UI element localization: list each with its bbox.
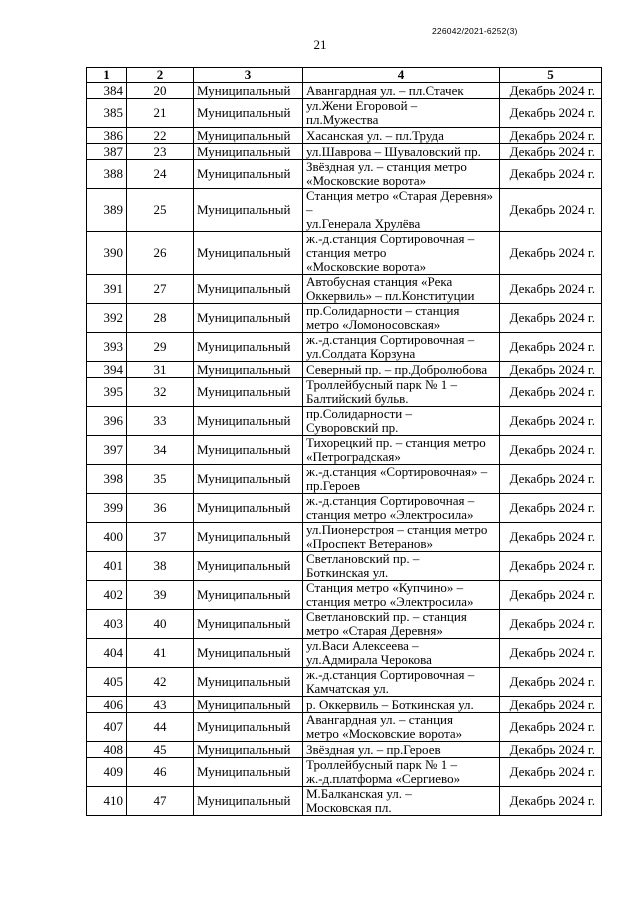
route-description [303,99,500,128]
completion-date: Декабрь 2024 г. [500,523,602,552]
route-line: «Петроградская» [306,449,401,464]
route-description [303,610,500,639]
route-index: 33 [127,407,194,436]
table-row [87,378,602,407]
table-header-row [87,68,602,83]
route-line: ж.-д.станция Сортировочная – [306,667,475,682]
route-description [303,128,500,144]
row-number: 385 [87,99,127,128]
route-type: Муниципальный [194,610,303,639]
table-row [87,407,602,436]
route-line: станция метро «Электросила» [306,594,474,609]
route-line: ул.Васи Алексеева – [306,638,419,653]
route-index: 25 [127,189,194,232]
route-description [303,189,500,232]
route-line: Авангардная ул. – пл.Стачек [306,82,464,98]
route-description [303,742,500,758]
route-index: 45 [127,742,194,758]
route-line: Оккервиль» – пл.Конституции [306,288,475,303]
route-line: «Московские ворота» [306,173,427,188]
row-number: 388 [87,160,127,189]
table-row [87,232,602,275]
completion-date: Декабрь 2024 г. [500,610,602,639]
route-line: ж.-д.станция Сортировочная – [306,231,475,246]
row-number: 402 [87,581,127,610]
route-line: Автобусная станция «Река [306,274,453,289]
route-index: 21 [127,99,194,128]
route-type: Муниципальный [194,639,303,668]
route-line: ул.Жени Егоровой – [306,98,418,113]
row-number: 389 [87,189,127,232]
completion-date: Декабрь 2024 г. [500,333,602,362]
route-type: Муниципальный [194,581,303,610]
completion-date: Декабрь 2024 г. [500,99,602,128]
completion-date: Декабрь 2024 г. [500,581,602,610]
completion-date: Декабрь 2024 г. [500,552,602,581]
page-number: 21 [313,37,327,52]
completion-date: Декабрь 2024 г. [500,304,602,333]
route-description [303,160,500,189]
route-index: 36 [127,494,194,523]
route-line: «Московские ворота» [306,259,427,274]
route-type: Муниципальный [194,742,303,758]
route-line: пр.Героев [306,478,361,493]
completion-date: Декабрь 2024 г. [500,436,602,465]
route-description [303,787,500,816]
table-row [87,581,602,610]
table-row [87,144,602,160]
route-line: Светлановский пр. – [306,551,420,566]
table-row [87,787,602,816]
route-description [303,697,500,713]
route-type: Муниципальный [194,304,303,333]
route-description [303,494,500,523]
route-type: Муниципальный [194,189,303,232]
row-number: 398 [87,465,127,494]
route-index: 37 [127,523,194,552]
table-row [87,465,602,494]
route-line: метро «Ломоносовская» [306,317,441,332]
route-line: Балтийский бульв. [306,391,409,406]
route-line: Камчатская ул. [306,681,389,696]
completion-date: Декабрь 2024 г. [500,758,602,787]
route-line: Троллейбусный парк № 1 – [306,757,457,772]
row-number: 394 [87,362,127,378]
route-index: 47 [127,787,194,816]
route-line: пр.Солидарности – станция [306,303,460,318]
table-row [87,668,602,697]
route-description [303,407,500,436]
row-number: 397 [87,436,127,465]
route-description [303,83,500,99]
row-number: 390 [87,232,127,275]
row-number: 406 [87,697,127,713]
route-description [303,304,500,333]
row-number: 405 [87,668,127,697]
route-line: ул.Шаврова – Шуваловский пр. [306,143,481,159]
route-line: ж.-д.платформа «Сергиево» [306,771,461,786]
completion-date: Декабрь 2024 г. [500,232,602,275]
route-index: 43 [127,697,194,713]
row-number: 387 [87,144,127,160]
route-type: Муниципальный [194,83,303,99]
completion-date: Декабрь 2024 г. [500,639,602,668]
route-line: ул.Пионерстроя – станция метро [306,522,488,537]
completion-date: Декабрь 2024 г. [500,275,602,304]
completion-date: Декабрь 2024 г. [500,144,602,160]
completion-date: Декабрь 2024 г. [500,787,602,816]
route-line: М.Балканская ул. – [306,786,412,801]
route-type: Муниципальный [194,552,303,581]
route-description [303,581,500,610]
table-row [87,758,602,787]
route-line: Тихорецкий пр. – станция метро [306,435,486,450]
table-row [87,362,602,378]
route-line: Хасанская ул. – пл.Труда [306,127,444,143]
route-line: Звёздная ул. – пр.Героев [306,741,441,757]
table-row [87,304,602,333]
route-type: Муниципальный [194,465,303,494]
route-line: пр.Солидарности – [306,406,412,421]
route-type: Муниципальный [194,362,303,378]
route-line: метро «Старая Деревня» [306,623,443,638]
row-number: 404 [87,639,127,668]
row-number: 410 [87,787,127,816]
route-index: 29 [127,333,194,362]
route-line: пл.Мужества [306,112,379,127]
route-index: 35 [127,465,194,494]
table-row [87,713,602,742]
route-index: 22 [127,128,194,144]
route-type: Муниципальный [194,128,303,144]
route-line: Северный пр. – пр.Добролюбова [306,361,488,377]
route-line: Боткинская ул. [306,565,389,580]
row-number: 393 [87,333,127,362]
route-index: 34 [127,436,194,465]
route-description [303,333,500,362]
table-row [87,128,602,144]
route-line: Авангардная ул. – станция [306,712,453,727]
route-type: Муниципальный [194,144,303,160]
completion-date: Декабрь 2024 г. [500,189,602,232]
routes-table [86,67,602,816]
route-index: 27 [127,275,194,304]
route-description [303,639,500,668]
route-description [303,523,500,552]
column-header-1: 1 [87,68,127,83]
route-index: 44 [127,713,194,742]
completion-date: Декабрь 2024 г. [500,713,602,742]
table-row [87,160,602,189]
route-index: 31 [127,362,194,378]
route-description [303,713,500,742]
route-type: Муниципальный [194,668,303,697]
table-row [87,333,602,362]
route-index: 46 [127,758,194,787]
document-id: 226042/2021-6252(3) [432,26,518,36]
table-row [87,494,602,523]
route-line: Троллейбусный парк № 1 – [306,377,457,392]
route-line: ж.-д.станция Сортировочная – [306,332,475,347]
table-row [87,552,602,581]
row-number: 386 [87,128,127,144]
row-number: 395 [87,378,127,407]
completion-date: Декабрь 2024 г. [500,128,602,144]
route-line: ж.-д.станция «Сортировочная» – [306,464,488,479]
route-index: 41 [127,639,194,668]
row-number: 392 [87,304,127,333]
route-line: р. Оккервиль – Боткинская ул. [306,696,474,712]
route-line: Светлановский пр. – станция [306,609,467,624]
route-description [303,758,500,787]
route-index: 26 [127,232,194,275]
table-row [87,639,602,668]
route-type: Муниципальный [194,160,303,189]
route-index: 39 [127,581,194,610]
table-row [87,610,602,639]
table-row [87,436,602,465]
completion-date: Декабрь 2024 г. [500,160,602,189]
table-row [87,83,602,99]
table-row [87,189,602,232]
completion-date: Декабрь 2024 г. [500,465,602,494]
route-description [303,668,500,697]
row-number: 409 [87,758,127,787]
route-index: 38 [127,552,194,581]
route-line: Станция метро «Купчино» – [306,580,464,595]
completion-date: Декабрь 2024 г. [500,668,602,697]
row-number: 403 [87,610,127,639]
route-index: 40 [127,610,194,639]
table-row [87,697,602,713]
table-row [87,99,602,128]
row-number: 400 [87,523,127,552]
route-line: Станция метро «Старая Деревня» – [306,188,494,217]
row-number: 384 [87,83,127,99]
column-header-2: 2 [127,68,194,83]
route-description [303,232,500,275]
row-number: 407 [87,713,127,742]
column-header-3: 3 [194,68,303,83]
route-type: Муниципальный [194,99,303,128]
route-description [303,436,500,465]
completion-date: Декабрь 2024 г. [500,378,602,407]
route-line: станция метро [306,245,387,260]
route-description [303,275,500,304]
route-description [303,362,500,378]
route-index: 23 [127,144,194,160]
column-header-4: 4 [303,68,500,83]
route-type: Муниципальный [194,232,303,275]
table-row [87,275,602,304]
completion-date: Декабрь 2024 г. [500,742,602,758]
route-type: Муниципальный [194,378,303,407]
route-type: Муниципальный [194,758,303,787]
column-header-5: 5 [500,68,602,83]
route-index: 20 [127,83,194,99]
route-type: Муниципальный [194,787,303,816]
route-index: 28 [127,304,194,333]
route-type: Муниципальный [194,333,303,362]
route-description [303,144,500,160]
completion-date: Декабрь 2024 г. [500,83,602,99]
route-index: 32 [127,378,194,407]
route-type: Муниципальный [194,275,303,304]
route-line: станция метро «Электросила» [306,507,474,522]
route-line: ул.Генерала Хрулёва [306,216,421,231]
route-line: «Проспект Ветеранов» [306,536,434,551]
route-line: ж.-д.станция Сортировочная – [306,493,475,508]
completion-date: Декабрь 2024 г. [500,407,602,436]
row-number: 396 [87,407,127,436]
route-description [303,465,500,494]
route-line: Суворовский пр. [306,420,399,435]
route-index: 24 [127,160,194,189]
route-index: 42 [127,668,194,697]
completion-date: Декабрь 2024 г. [500,697,602,713]
table-row [87,742,602,758]
completion-date: Декабрь 2024 г. [500,362,602,378]
route-line: ул.Солдата Корзуна [306,346,416,361]
route-line: метро «Московские ворота» [306,726,463,741]
completion-date: Декабрь 2024 г. [500,494,602,523]
row-number: 399 [87,494,127,523]
route-line: ул.Адмирала Черокова [306,652,432,667]
route-type: Муниципальный [194,713,303,742]
route-description [303,552,500,581]
route-line: Звёздная ул. – станция метро [306,159,467,174]
route-type: Муниципальный [194,494,303,523]
row-number: 401 [87,552,127,581]
route-description [303,378,500,407]
route-type: Муниципальный [194,523,303,552]
route-type: Муниципальный [194,697,303,713]
table-row [87,523,602,552]
row-number: 391 [87,275,127,304]
row-number: 408 [87,742,127,758]
route-type: Муниципальный [194,436,303,465]
route-line: Московская пл. [306,800,392,815]
route-type: Муниципальный [194,407,303,436]
